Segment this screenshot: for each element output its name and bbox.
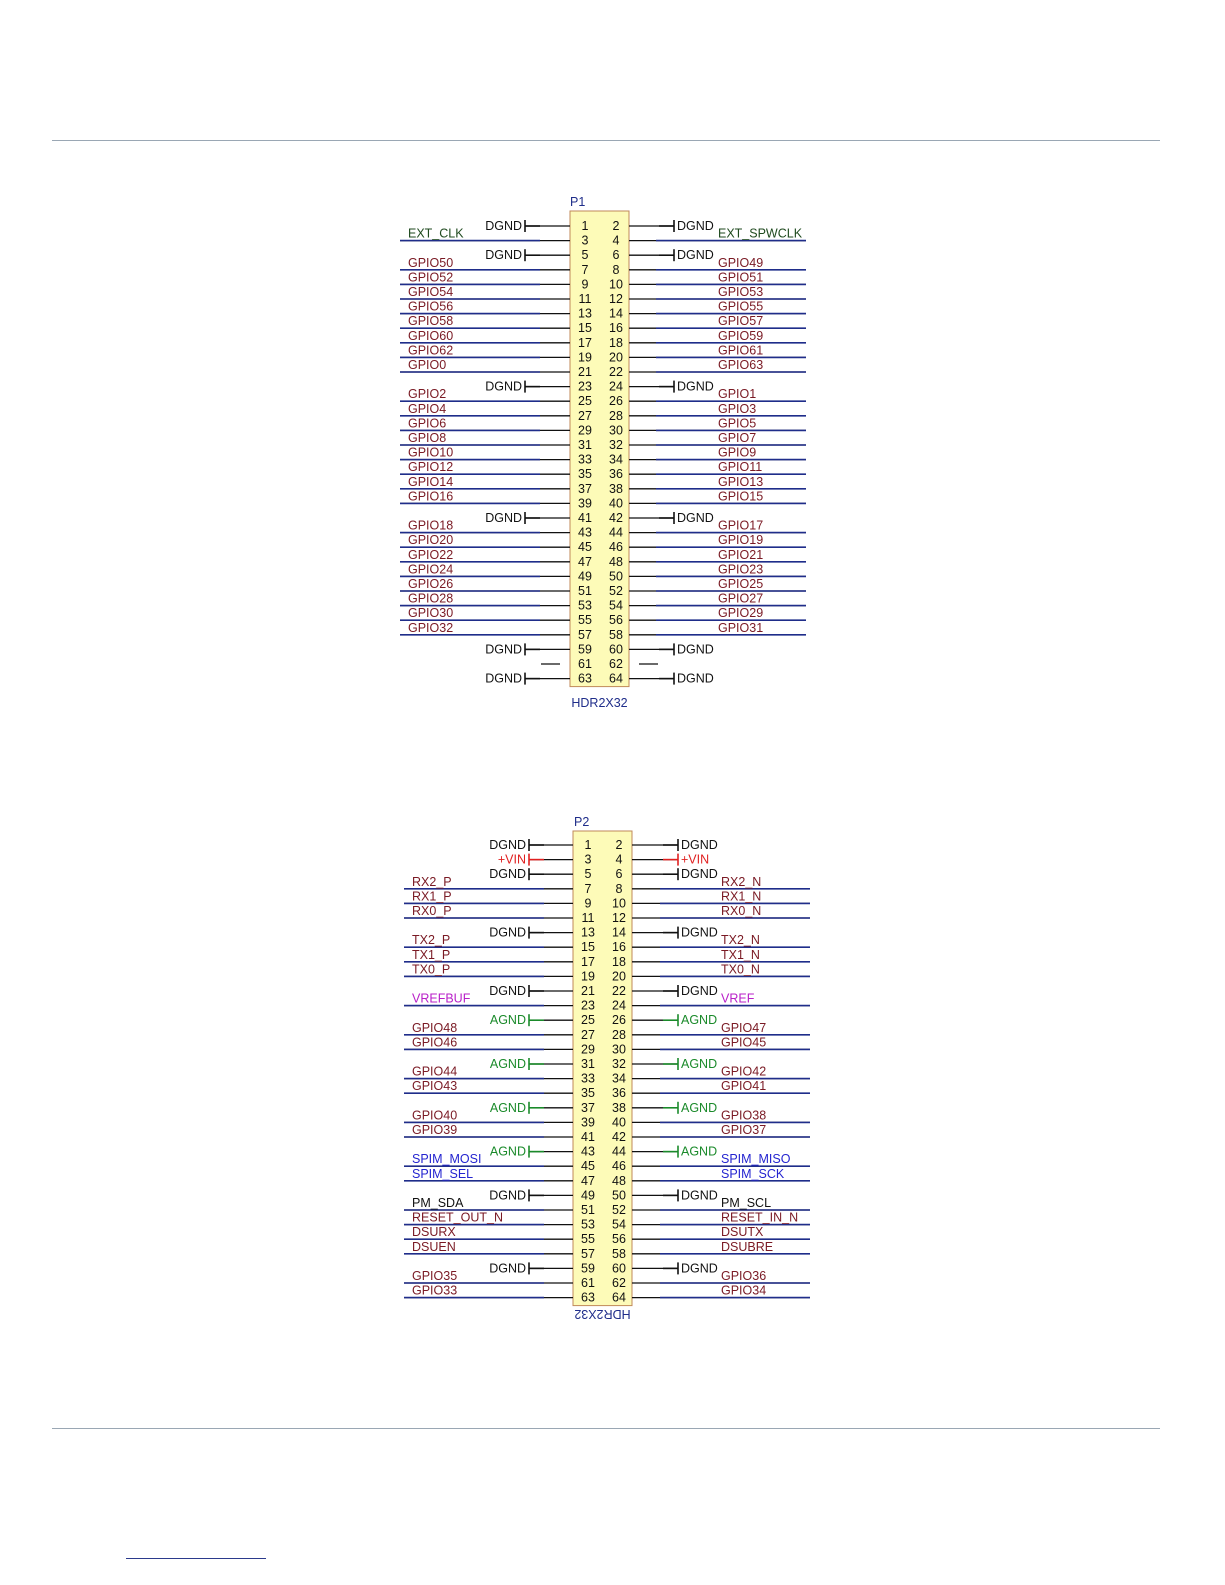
net-label: GPIO16 [408,489,454,504]
pin-number: 42 [612,1130,626,1144]
net-label: VREFBUF [412,991,471,1006]
net-label: GPIO34 [721,1283,767,1298]
net-label: EXT_SPWCLK [718,226,803,241]
pin-number: 9 [581,277,589,292]
net-label: SPIM_SCK [721,1166,785,1181]
pin-number: 55 [581,1232,595,1247]
pin-number: 53 [581,1217,595,1232]
ground-net-label: DGND [681,925,718,940]
pin-number: 36 [609,467,623,482]
net-label: GPIO7 [718,431,757,445]
net-label: RX0_P [412,904,452,918]
pin-number: 23 [578,379,592,394]
pin-number: 59 [581,1261,595,1276]
pin-number: 11 [578,292,592,306]
pin-number: 6 [615,867,623,882]
net-label: GPIO28 [408,591,454,606]
pin-number: 25 [581,1013,595,1028]
ground-net-label: DGND [485,248,522,263]
pin-number: 16 [609,321,623,336]
pin-number: 20 [612,969,626,984]
net-label: RESET_IN_N [721,1210,799,1225]
pin-number: 59 [578,642,592,657]
pin-number: 35 [578,467,592,482]
pin-number: 49 [581,1188,595,1203]
pin-number: 23 [581,998,595,1013]
pin-number: 2 [612,219,620,233]
ground-net-label: AGND [681,1057,718,1071]
pin-number: 19 [578,350,592,365]
pin-number: 55 [578,613,592,628]
pin-number: 37 [581,1100,595,1115]
pin-number: 7 [581,262,589,277]
pin-number: 64 [609,671,623,686]
pin-number: 35 [581,1086,595,1101]
pin-number: 21 [578,365,592,379]
net-label: GPIO2 [408,387,447,402]
pin-number: 13 [578,306,592,321]
pin-number: 47 [578,554,592,569]
net-label: GPIO0 [408,358,447,372]
pin-number: 16 [612,940,626,955]
ground-net-label: DGND [489,867,526,882]
ground-net-label: DGND [677,248,714,263]
net-label: RX2_P [412,874,452,889]
pin-number: 30 [612,1042,626,1057]
ground-net-label: AGND [489,1144,526,1159]
net-label: GPIO5 [718,416,757,431]
pin-number: 5 [584,867,592,882]
net-label: TX2_P [412,933,451,948]
ground-net-label: AGND [681,1100,718,1115]
pin-number: 28 [609,408,623,423]
pin-number: 50 [609,569,623,584]
net-label: PM_SCL [721,1196,772,1210]
pin-number: 4 [612,233,620,248]
pin-number: 39 [578,496,592,511]
net-label: GPIO20 [408,533,454,548]
ground-net-label: AGND [681,1144,718,1159]
pin-number: 10 [612,896,626,911]
net-label: SPIM_MOSI [412,1152,482,1167]
net-label: RX0_N [721,904,762,918]
net-label: GPIO46 [412,1035,458,1050]
net-label: GPIO29 [718,606,764,621]
pin-number: 45 [578,540,592,555]
pin-number: 45 [581,1159,595,1174]
net-label: GPIO41 [721,1079,767,1094]
pin-number: 7 [584,881,592,896]
pin-number: 49 [578,569,592,584]
net-label: GPIO45 [721,1035,767,1050]
pin-number: 43 [581,1144,595,1159]
net-label: GPIO10 [408,445,454,460]
ground-net-label: DGND [677,511,714,525]
ground-net-label: DGND [681,984,718,998]
pin-number: 31 [578,438,592,452]
net-label: GPIO63 [718,358,764,372]
pin-number: 52 [612,1203,626,1217]
ground-net-label: DGND [485,511,522,525]
net-label: GPIO57 [718,314,764,329]
net-label: GPIO8 [408,431,447,445]
pin-number: 46 [609,540,623,555]
pin-number: 58 [612,1246,626,1261]
net-label: GPIO42 [721,1064,767,1079]
net-label: VREF [721,991,755,1006]
ground-net-label: DGND [489,984,526,998]
net-label: GPIO55 [718,299,764,314]
power-net-label: +VIN [681,852,710,867]
pin-number: 31 [581,1057,595,1071]
net-label: GPIO22 [408,547,454,562]
pin-number: 43 [578,525,592,540]
net-label: GPIO25 [718,577,764,591]
ground-net-label: DGND [489,925,526,940]
ground-net-label: AGND [489,1013,526,1028]
pin-number: 15 [581,940,595,955]
pin-number: 14 [609,306,623,321]
net-label: GPIO62 [408,343,454,358]
net-label: GPIO35 [412,1269,458,1283]
pin-number: 17 [581,954,595,969]
pin-number: 29 [578,423,592,438]
net-label: GPIO37 [721,1123,767,1137]
net-label: GPIO31 [718,620,764,635]
pin-number: 62 [609,657,623,671]
pin-number: 47 [581,1173,595,1188]
net-label: GPIO58 [408,314,454,329]
pin-number: 25 [578,394,592,409]
ground-net-label: DGND [485,219,522,233]
pin-number: 11 [581,911,595,925]
pin-number: 12 [612,911,626,925]
pin-number: 56 [612,1232,626,1247]
pin-number: 34 [609,452,623,467]
ground-net-label: DGND [681,867,718,882]
pin-number: 56 [609,613,623,628]
net-label: GPIO23 [718,562,764,577]
pin-number: 41 [581,1130,595,1144]
pin-number: 48 [612,1173,626,1188]
pin-number: 33 [581,1071,595,1086]
pin-number: 60 [609,642,623,657]
net-label: GPIO49 [718,255,764,270]
net-label: GPIO18 [408,518,454,533]
net-label: DSUEN [412,1239,456,1254]
net-label: GPIO47 [721,1020,767,1035]
ground-net-label: DGND [485,379,522,394]
pin-number: 38 [609,481,623,496]
pin-number: 57 [578,627,592,642]
pin-number: 44 [609,525,623,540]
net-label: GPIO13 [718,474,764,489]
pin-number: 26 [609,394,623,409]
pin-number: 36 [612,1086,626,1101]
pin-number: 27 [581,1027,595,1042]
pin-number: 29 [581,1042,595,1057]
ground-net-label: DGND [485,671,522,686]
net-label: RX1_N [721,889,762,904]
pin-number: 9 [584,896,592,911]
pin-number: 54 [612,1217,626,1232]
net-label: GPIO53 [718,285,764,299]
pin-number: 33 [578,452,592,467]
pin-number: 61 [581,1276,595,1290]
ground-net-label: AGND [681,1013,718,1028]
net-label: GPIO27 [718,591,764,606]
connector-refdes: P1 [570,195,586,209]
net-label: GPIO17 [718,518,764,533]
pin-number: 40 [609,496,623,511]
pin-number: 6 [612,248,620,263]
net-label: GPIO30 [408,606,454,621]
pin-number: 30 [609,423,623,438]
net-label: GPIO26 [408,577,454,591]
ground-net-label: DGND [681,1188,718,1203]
ground-net-label: DGND [677,379,714,394]
connector-refdes: P2 [574,815,590,829]
net-label: GPIO21 [718,547,764,562]
net-label: TX1_N [721,947,760,962]
net-label: GPIO9 [718,445,757,460]
pin-number: 50 [612,1188,626,1203]
net-label: GPIO19 [718,533,764,548]
net-label: GPIO4 [408,401,447,416]
pin-number: 17 [578,335,592,350]
pin-number: 8 [615,881,623,896]
pin-number: 63 [581,1290,595,1305]
pin-number: 8 [612,262,620,277]
net-label: GPIO56 [408,299,454,314]
pin-number: 3 [584,852,592,867]
net-label: GPIO11 [718,460,763,475]
net-label: RX2_N [721,874,762,889]
net-label: GPIO38 [721,1108,767,1123]
pin-number: 40 [612,1115,626,1130]
net-label: TX1_P [412,947,451,962]
net-label: RESET_OUT_N [412,1210,503,1225]
pin-number: 4 [615,852,623,867]
net-label: DSUBRE [721,1239,774,1254]
net-label: GPIO12 [408,460,454,475]
pin-number: 22 [609,365,623,379]
pin-number: 14 [612,925,626,940]
net-label: GPIO60 [408,328,454,343]
net-label: SPIM_MISO [721,1152,791,1167]
ground-net-label: DGND [489,1261,526,1276]
pin-number: 22 [612,984,626,998]
net-label: SPIM_SEL [412,1166,474,1181]
net-label: GPIO24 [408,562,454,577]
pin-number: 63 [578,671,592,686]
pin-number: 44 [612,1144,626,1159]
net-label: GPIO61 [718,343,764,358]
ground-net-label: DGND [681,838,718,852]
pin-number: 18 [609,335,623,350]
net-label: RX1_P [412,889,452,904]
net-label: GPIO54 [408,285,454,299]
pin-number: 60 [612,1261,626,1276]
pin-number: 46 [612,1159,626,1174]
net-label: TX0_N [721,962,760,977]
net-label: GPIO48 [412,1020,458,1035]
pin-number: 12 [609,292,623,306]
ground-net-label: DGND [681,1261,718,1276]
net-label: GPIO14 [408,474,454,489]
net-label: GPIO3 [718,401,757,416]
ground-net-label: DGND [677,671,714,686]
power-net-label: +VIN [497,852,526,867]
net-label: GPIO15 [718,489,764,504]
ground-net-label: DGND [677,219,714,233]
net-label: EXT_CLK [408,226,464,241]
net-label: GPIO59 [718,328,764,343]
pin-number: 53 [578,598,592,613]
ground-net-label: DGND [485,642,522,657]
net-label: TX0_P [412,962,451,977]
pin-number: 41 [578,511,592,525]
connector-part-value: HDR2X32 [571,696,628,710]
pin-number: 26 [612,1013,626,1028]
net-label: DSURX [412,1225,456,1240]
pin-number: 58 [609,627,623,642]
pin-number: 24 [612,998,626,1013]
ground-net-label: AGND [489,1057,526,1071]
connector-part-value: HDR2X32 [574,1307,631,1321]
pin-number: 5 [581,248,589,263]
pin-number: 32 [612,1057,626,1071]
pin-number: 32 [609,438,623,452]
ground-net-label: DGND [677,642,714,657]
pin-number: 1 [581,219,589,233]
pin-number: 3 [581,233,589,248]
pin-number: 20 [609,350,623,365]
pin-number: 28 [612,1027,626,1042]
pin-number: 2 [615,838,623,852]
net-label: DSUTX [721,1225,764,1240]
pin-number: 39 [581,1115,595,1130]
pin-number: 24 [609,379,623,394]
net-label: GPIO40 [412,1108,458,1123]
pin-number: 51 [578,584,592,598]
pin-number: 48 [609,554,623,569]
pin-number: 57 [581,1246,595,1261]
pin-number: 52 [609,584,623,598]
pin-number: 37 [578,481,592,496]
pin-number: 42 [609,511,623,525]
net-label: GPIO52 [408,270,454,285]
net-label: GPIO1 [718,387,757,402]
pin-number: 10 [609,277,623,292]
net-label: GPIO44 [412,1064,458,1079]
pin-number: 34 [612,1071,626,1086]
ground-net-label: DGND [489,1188,526,1203]
ground-net-label: DGND [489,838,526,852]
ground-net-label: AGND [489,1100,526,1115]
pin-number: 38 [612,1100,626,1115]
pin-number: 54 [609,598,623,613]
net-label: TX2_N [721,933,760,948]
net-label: PM_SDA [412,1196,464,1210]
pin-number: 1 [584,838,592,852]
net-label: GPIO50 [408,255,454,270]
pin-number: 51 [581,1203,595,1217]
pin-number: 19 [581,969,595,984]
pin-number: 13 [581,925,595,940]
pin-number: 61 [578,657,592,671]
net-label: GPIO39 [412,1123,458,1137]
net-label: GPIO43 [412,1079,458,1094]
pin-number: 62 [612,1276,626,1290]
pin-number: 15 [578,321,592,336]
pin-number: 21 [581,984,595,998]
net-label: GPIO6 [408,416,447,431]
pin-number: 27 [578,408,592,423]
net-label: GPIO32 [408,620,454,635]
net-label: GPIO36 [721,1269,767,1283]
net-label: GPIO51 [718,270,764,285]
pin-number: 18 [612,954,626,969]
net-label: GPIO33 [412,1283,458,1298]
pin-number: 64 [612,1290,626,1305]
